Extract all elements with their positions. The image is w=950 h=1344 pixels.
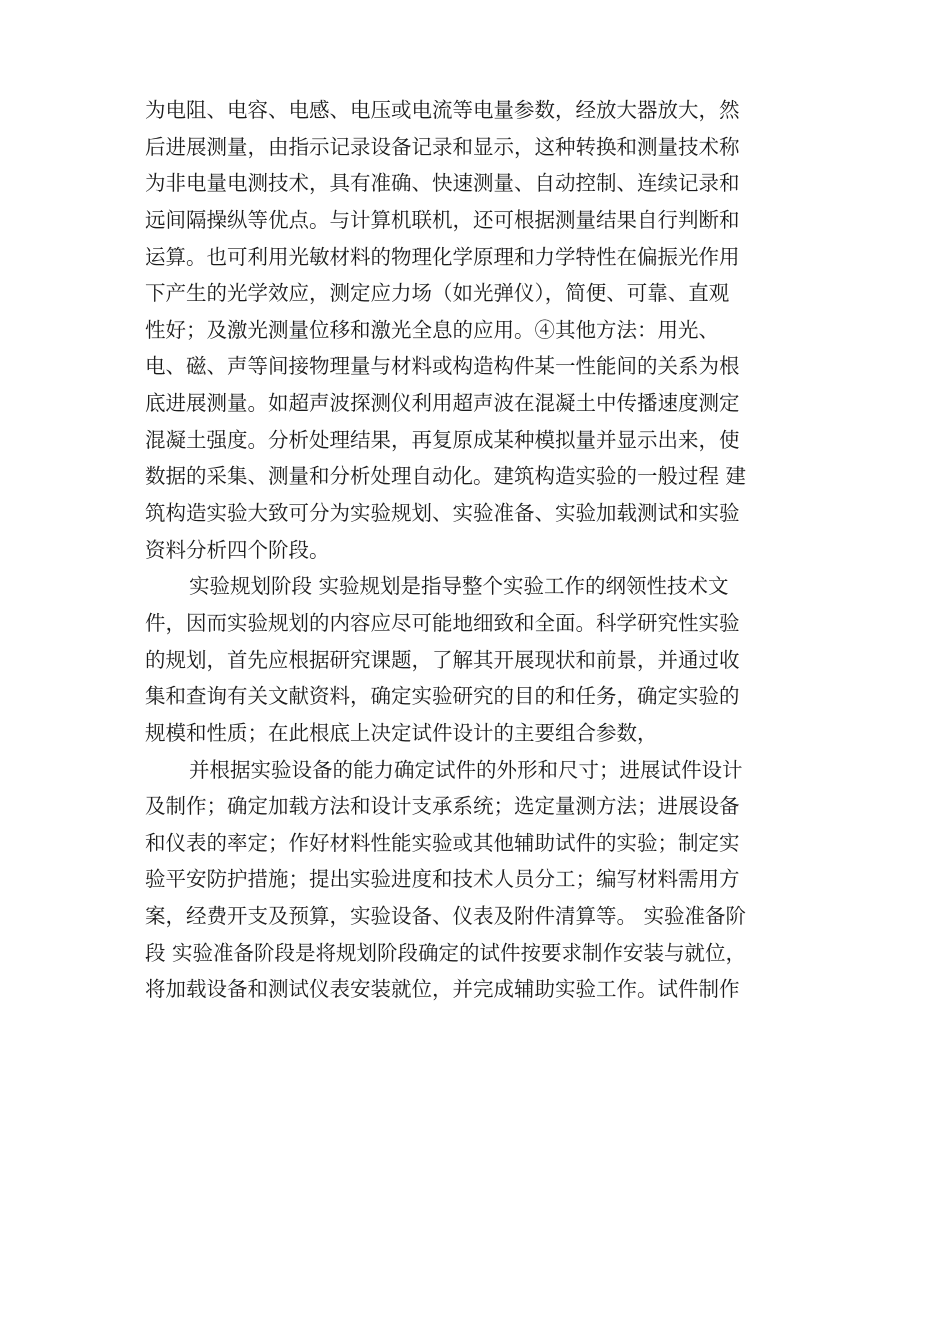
text-line: 运算。也可利用光敏材料的物理化学原理和力学特性在偏振光作用 (145, 244, 740, 269)
text-line: 电、磁、声等间接物理量与材料或构造构件某一性能间的关系为根 (145, 354, 740, 379)
text-line: 段 实验准备阶段是将规划阶段确定的试件按要求制作安装与就位， (145, 940, 747, 965)
text-line: 集和查询有关文献资料，确定实验研究的目的和任务，确定实验的 (145, 684, 740, 709)
text-line: 为电阻、电容、电感、电压或电流等电量参数，经放大器放大，然 (145, 98, 740, 122)
text-line: 实验规划阶段 实验规划是指导整个实验工作的纲领性技术文 (189, 574, 729, 599)
text-line: 数据的采集、测量和分析处理自动化。建筑构造实验的一般过程 建 (145, 464, 747, 489)
text-line: 规模和性质；在此根底上决定试件设计的主要组合参数， (145, 720, 658, 745)
text-line: 远间隔操纵等优点。与计算机联机，还可根据测量结果自行判断和 (145, 207, 740, 232)
text-line: 和仪表的率定；作好材料性能实验或其他辅助试件的实验；制定实 (145, 830, 740, 855)
text-line: 筑构造实验大致可分为实验规划、实验准备、实验加载测试和实验 (145, 501, 740, 526)
text-line: 后进展测量，由指示记录设备记录和显示，这种转换和测量技术称 (145, 134, 740, 159)
text-line: 资料分析四个阶段。 (145, 537, 330, 562)
text-line: 性好；及激光测量位移和激光全息的应用。④其他方法：用光、 (145, 317, 719, 342)
paragraph-2 (145, 568, 805, 751)
body-text (145, 92, 805, 1008)
text-line: 为非电量电测技术，具有准确、快速测量、自动控制、连续记录和 (145, 171, 740, 196)
text-line: 及制作；确定加载方法和设计支承系统；选定量测方法；进展设备 (145, 794, 740, 819)
text-line: 底进展测量。如超声波探测仪利用超声波在混凝土中传播速度测定 (145, 391, 740, 416)
text-line: 验平安防护措施；提出实验进度和技术人员分工；编写材料需用方 (145, 867, 740, 892)
text-line: 的规划，首先应根据研究课题，了解其开展现状和前景，并通过收 (145, 647, 740, 672)
paragraph-1 (145, 92, 805, 568)
text-line: 混凝土强度。分析处理结果，再复原成某种模拟量并显示出来，使 (145, 427, 740, 452)
text-line: 案，经费开支及预算，实验设备、仪表及附件清算等。 实验准备阶 (145, 904, 747, 929)
paragraph-3 (145, 752, 805, 1008)
text-line: 下产生的光学效应，测定应力场（如光弹仪），简便、可靠、直观 (145, 281, 730, 306)
text-line: 件，因而实验规划的内容应尽可能地细致和全面。科学研究性实验 (145, 610, 740, 635)
text-line: 并根据实验设备的能力确定试件的外形和尺寸；进展试件设计 (189, 757, 743, 782)
text-line: 将加载设备和测试仪表安装就位，并完成辅助实验工作。试件制作 (145, 977, 740, 1002)
